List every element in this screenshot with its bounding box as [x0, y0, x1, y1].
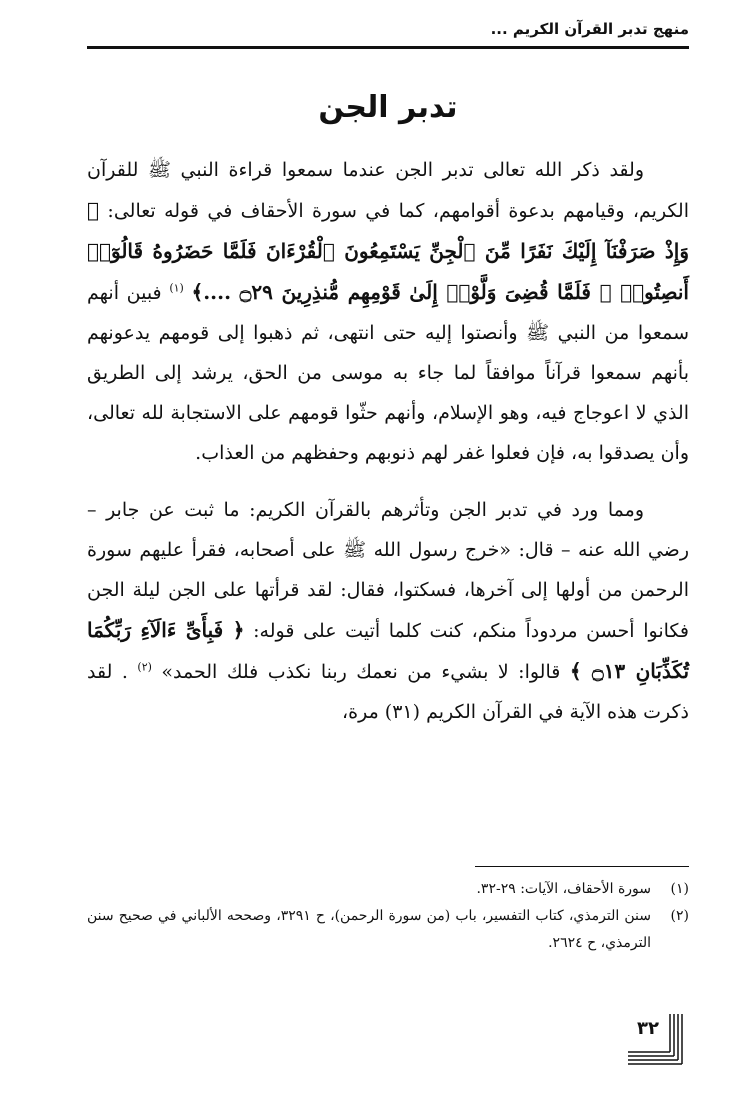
page-number-ornament — [626, 1012, 686, 1072]
footnote-text: سنن الترمذي، كتاب التفسير، باب (من سورة الرحمن)، ح ٣٢٩١، وصححه الألباني في صحيح سنن الترمذي، ح ٢٦٢٤. — [87, 908, 652, 951]
footnote-ref-1: (١) — [169, 281, 184, 295]
footnote-number: (١) — [670, 881, 689, 897]
footnote-item — [87, 876, 689, 903]
footnote-number: (٢) — [670, 908, 689, 924]
footnotes — [87, 876, 689, 957]
footnote-item — [87, 903, 689, 957]
header-rule — [87, 46, 689, 49]
paragraph-2-hadith-end: قالوا: لا بشيء من نعمك ربنا نكذب فلك الحمد» — [161, 661, 561, 683]
footnote-ref-2: (٢) — [137, 660, 152, 674]
section-title: تدبر الجن — [318, 90, 458, 125]
paragraph-2-tail: . لقد ذكرت هذه الآية في القرآن الكريم (٣١) مرة، — [87, 661, 689, 723]
quran-verse-ahqaf: ﴿ وَإِذْ صَرَفْنَآ إِلَيْكَ نَفَرًا مِّنَ ٱلْجِنِّ يَسْتَمِعُونَ ٱلْقُرْءَانَ فَلَمَّا حَضَرُوهُ قَالُوٓا۟ أَنصِتُوا۟ ۖ فَلَمَّا قُضِىَ وَلَّوْا۟ إِلَىٰ قَوْمِهِم مُّنذِرِينَ ۝٢٩ ....﴾ — [87, 198, 690, 304]
quran-verse-rahman: ﴿ فَبِأَىِّ ءَالَآءِ رَبِّكُمَا تُكَذِّبَانِ ۝١٣ ﴾ — [87, 618, 690, 683]
paragraph-2-hadith: ومما ورد في تدبر الجن وتأثرهم بالقرآن الكريم: ما ثبت عن جابر – رضي الله عنه – قال: «خرج رسول الله ﷺ على أصحابه، فقرأ عليهم سورة الرحمن من أولها إلى آخرها، فسكتوا، فقال: لقد قرأتها على الجن ليلة الجن فكانوا أحسن مردوداً منكم، كنت كلما أتيت على قوله: — [87, 499, 689, 642]
running-header-title: منهج تدبر القرآن الكريم ... — [490, 20, 689, 38]
footnote-rule — [475, 866, 689, 867]
paragraph-1 — [87, 150, 689, 473]
paragraph-2 — [87, 490, 689, 732]
page-number: ٣٢ — [637, 1018, 659, 1039]
body-text — [87, 150, 689, 732]
footnote-text: سورة الأحقاف، الآيات: ٢٩-٣٢. — [476, 881, 651, 897]
paragraph-1-intro: ولقد ذكر الله تعالى تدبر الجن عندما سمعوا قراءة النبي ﷺ للقرآن الكريم، وقيامهم بدعوة أقوامهم، كما في سورة الأحقاف في قوله تعالى: — [87, 159, 689, 222]
paragraph-1-commentary: فبين أنهم سمعوا من النبي ﷺ وأنصتوا إليه حتى انتهى، ثم ذهبوا إلى قومهم يدعونهم بأنهم سمعوا قرآناً موافقاً لما جاء به موسى من الحق، يرشد إلى الطريق الذي لا اعوجاج فيه، وهو الإسلام، وأنهم حثّوا قومهم على الاستجابة لله تعالى، وأن يصدقوا به، فإن فعلوا غفر لهم ذنوبهم وحفظهم من العذاب. — [87, 282, 689, 464]
